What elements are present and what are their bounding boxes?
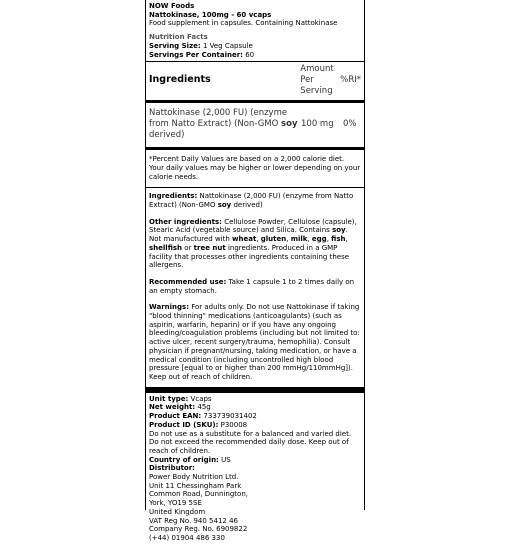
allergen-shellfish: shellfish (149, 243, 183, 252)
ingredient-name (149, 108, 301, 141)
separator: , (326, 235, 332, 244)
product-header (146, 0, 364, 62)
ingredient-row (149, 108, 361, 141)
sku-value: P30008 (218, 420, 248, 429)
footnote-text: *Percent Daily Values are based on a 2,000 calorie diet. Your daily values may be higher or lower depending on your calorie needs. (149, 155, 361, 181)
allergen-soy: soy (332, 226, 346, 235)
unit-type-label: Unit type: (149, 394, 189, 403)
allergen-fish: fish (331, 235, 346, 244)
allergen-soy: soy (217, 201, 232, 210)
other-ingredients-label: Other ingredients: (149, 217, 222, 226)
ingredient-allergen: soy (281, 119, 298, 130)
address-line: Unit 11 Chessingham Park (149, 481, 242, 490)
allergen-wheat: wheat (232, 235, 257, 244)
product-meta (146, 393, 364, 545)
supplement-label-panel (145, 0, 365, 542)
recommended-use-label: Recommended use: (149, 277, 227, 286)
servings-label: Servings Per Container: (149, 50, 243, 59)
servings-value: 60 (245, 50, 255, 59)
ingredient-name-text: Nattokinase (2,000 FU) (enzyme from Natto Extract) (Non-GMO (149, 108, 288, 130)
other-ingredients-paragraph (149, 218, 361, 270)
servings-per-container-row (149, 51, 361, 60)
brand-name: NOW Foods (149, 2, 195, 10)
daily-values-footnote (146, 150, 364, 188)
warnings-text: For adults only. Do not use Nattokinase if taking "blood thinning" medications (anticoagulants) (such as aspirin, warfarin, heparin) or if you have any ongoing bleeding/coagulation problems (including but not limited to: active ulcer, recent surgery/trauma, hemophilia). Consult physician if pregnant/nursing, taking medication, or have a medical condition (including uncontrolled high blood pressure [equal to or higher than 200 mmHg/110mmHg]). Keep out of reach of children. (149, 303, 360, 381)
warnings-paragraph (149, 303, 361, 381)
warnings-label: Warnings: (149, 303, 189, 312)
address-line: (+44) 01904 486 330 (149, 533, 225, 542)
separator: , (286, 235, 291, 244)
allergen-milk: milk (290, 235, 308, 244)
ingredients-paragraph (149, 192, 361, 209)
address-line: Common Road, Dunnington, (149, 490, 248, 499)
ri-column-header: %RI* (340, 75, 361, 86)
product-name: Nattokinase, 100mg - 60 vcaps (149, 10, 272, 19)
ingredient-amount: 100 mg (301, 119, 334, 130)
recommended-use-paragraph (149, 278, 361, 295)
ean-label: Product EAN: (149, 412, 202, 421)
ingredient-name-suffix: derived) (149, 130, 185, 141)
ingredient-ri: 0% (343, 119, 357, 130)
origin-row (149, 456, 361, 465)
other-text-2: . Not manufactured with (149, 226, 348, 244)
address-line: United Kingdom (149, 507, 206, 516)
serving-size-label: Serving Size: (149, 41, 201, 50)
address-line: Company Reg. No. 6909822 (149, 525, 248, 534)
unit-type-value: Vcaps (188, 394, 212, 403)
origin-label: Country of origin: (149, 455, 219, 464)
net-weight-label: Net weight: (149, 403, 196, 412)
address-line: Power Body Nutrition Ltd. (149, 473, 239, 482)
ingredients-heading: Ingredients (149, 74, 211, 86)
address-line: VAT Reg No. 940 5412 46 (149, 516, 238, 525)
separator: , (345, 235, 348, 244)
ingredients-label: Ingredients: (149, 192, 198, 201)
allergen-gluten: gluten (260, 235, 287, 244)
distributor-row (149, 464, 361, 473)
distributor-address (149, 473, 361, 543)
net-weight-value: 45g (195, 403, 211, 412)
ean-row (149, 412, 361, 421)
ingredients-text-end: derived) (231, 201, 263, 210)
other-text-1: Cellulose Powder, Cellulose (capsule), Stearic Acid (vegetable source) and Silica. Contains (149, 217, 357, 235)
unit-type-row (149, 395, 361, 404)
ingredients-text: Nattokinase (2,000 FU) (enzyme from Natto Extract) (Non-GMO (149, 192, 354, 210)
product-description: Food supplement in capsules. Containing Nattokinase (149, 19, 338, 28)
serving-size-value: 1 Veg Capsule (202, 41, 253, 50)
serving-size-row (149, 42, 361, 51)
allergen-egg: egg (311, 235, 327, 244)
recommended-use-text: Take 1 capsule 1 to 2 times daily on an empty stomach. (149, 277, 355, 295)
sku-label: Product ID (SKU): (149, 420, 219, 429)
distributor-label: Distributor: (149, 464, 195, 473)
separator: , (307, 235, 312, 244)
usage-notice: Do not use as a substitute for a balanced and varied diet. Do not exceed the recommended daily dose. Keep out of reach of children. (149, 429, 352, 455)
ingredients-table-body (146, 103, 364, 150)
nutrition-facts-title: Nutrition Facts (149, 33, 208, 42)
amount-column-header: Amount Per Serving (300, 64, 334, 97)
origin-value: US (218, 455, 231, 464)
separator: , (256, 235, 261, 244)
separator: or (182, 243, 194, 252)
ingredients-table-header (146, 62, 364, 103)
ean-value: 733739031402 (201, 412, 257, 421)
product-details (146, 188, 364, 392)
net-weight-row (149, 403, 361, 412)
sku-row (149, 421, 361, 430)
other-text-end: ingredients. Produced in a GMP facility that processes other ingredients containing these allergens. (149, 243, 350, 270)
address-line: York, YO19 5SE (149, 499, 202, 508)
allergen-tree-nut: tree nut (193, 243, 226, 252)
